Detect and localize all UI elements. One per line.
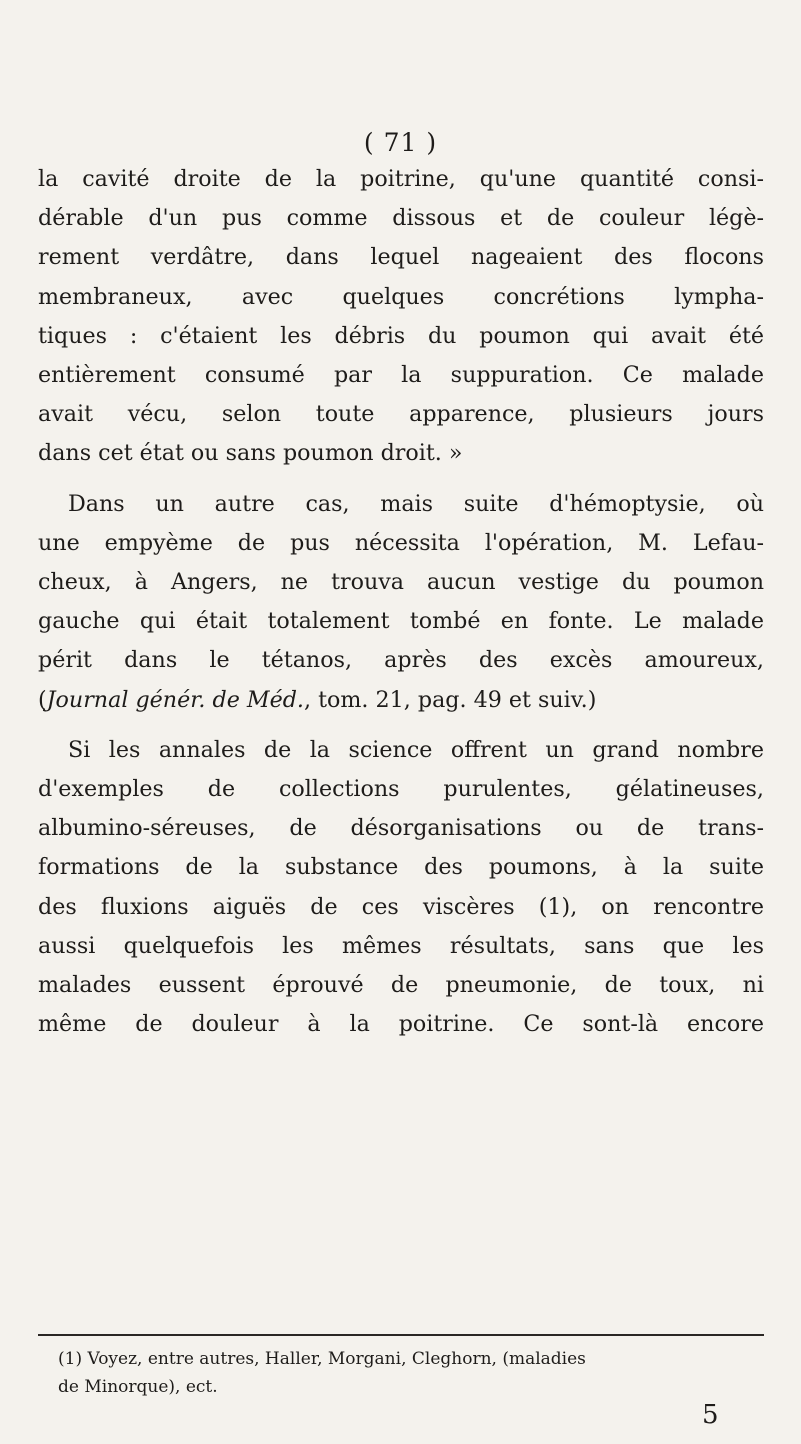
citation-open: ( bbox=[38, 686, 47, 713]
body-text bbox=[38, 160, 764, 1044]
text-line: avait vécu, selon toute apparence, plusieurs jours bbox=[38, 401, 764, 428]
text-line: membraneux, avec quelques concrétions lympha- bbox=[38, 283, 764, 310]
text-line: formations de la substance des poumons, à la suite bbox=[38, 854, 764, 881]
text-line: albumino-séreuses, de désorganisations ou de trans- bbox=[38, 815, 764, 842]
page-number: ( 71 ) bbox=[363, 128, 438, 157]
footnote-line: de Minorque), ect. bbox=[58, 1377, 218, 1397]
paragraph-1 bbox=[38, 160, 764, 474]
text-line: aussi quelquefois les mêmes résultats, sans que les bbox=[38, 932, 764, 959]
text-line: Si les annales de la science offrent un grand nombre bbox=[68, 736, 764, 763]
footnote bbox=[58, 1345, 764, 1401]
text-line: Dans un autre cas, mais suite d'hémoptysie, où bbox=[68, 490, 764, 517]
paragraph-3 bbox=[38, 731, 764, 1045]
text-line: dérable d'un pus comme dissous et de couleur légè- bbox=[38, 205, 764, 232]
text-line: des fluxions aiguës de ces viscères (1), on rencontre bbox=[38, 893, 764, 920]
text-line: d'exemples de collections purulentes, gélatineuses, bbox=[38, 776, 764, 803]
paragraph-2 bbox=[38, 485, 764, 720]
text-line: tiques : c'étaient les débris du poumon qui avait été bbox=[38, 322, 764, 349]
footnote-rule bbox=[38, 1334, 764, 1336]
journal-title: Journal génér. de Méd. bbox=[46, 686, 304, 713]
text-line: malades eussent éprouvé de pneumonie, de toux, ni bbox=[38, 972, 764, 999]
citation-line bbox=[38, 681, 764, 720]
text-line: la cavité droite de la poitrine, qu'une quantité consi- bbox=[38, 166, 764, 192]
text-line: gauche qui était totalement tombé en fonte. Le malade bbox=[38, 608, 764, 635]
text-line: entièrement consumé par la suppuration. Ce malade bbox=[38, 362, 764, 389]
text-line: une empyème de pus nécessita l'opération, M. Lefau- bbox=[38, 529, 764, 556]
text-line: périt dans le tétanos, après des excès amoureux, bbox=[38, 647, 764, 674]
text-line: même de douleur à la poitrine. Ce sont-là encore bbox=[38, 1011, 764, 1038]
citation-rest: , tom. 21, pag. 49 et suiv.) bbox=[304, 686, 597, 713]
text-line: cheux, à Angers, ne trouva aucun vestige du poumon bbox=[38, 569, 764, 596]
footnote-line: (1) Voyez, entre autres, Haller, Morgani, Cleghorn, (maladies bbox=[58, 1349, 586, 1369]
signature-mark: 5 bbox=[702, 1400, 719, 1430]
text-line: rement verdâtre, dans lequel nageaient des flocons bbox=[38, 244, 764, 271]
text-line: dans cet état ou sans poumon droit. » bbox=[38, 440, 463, 467]
